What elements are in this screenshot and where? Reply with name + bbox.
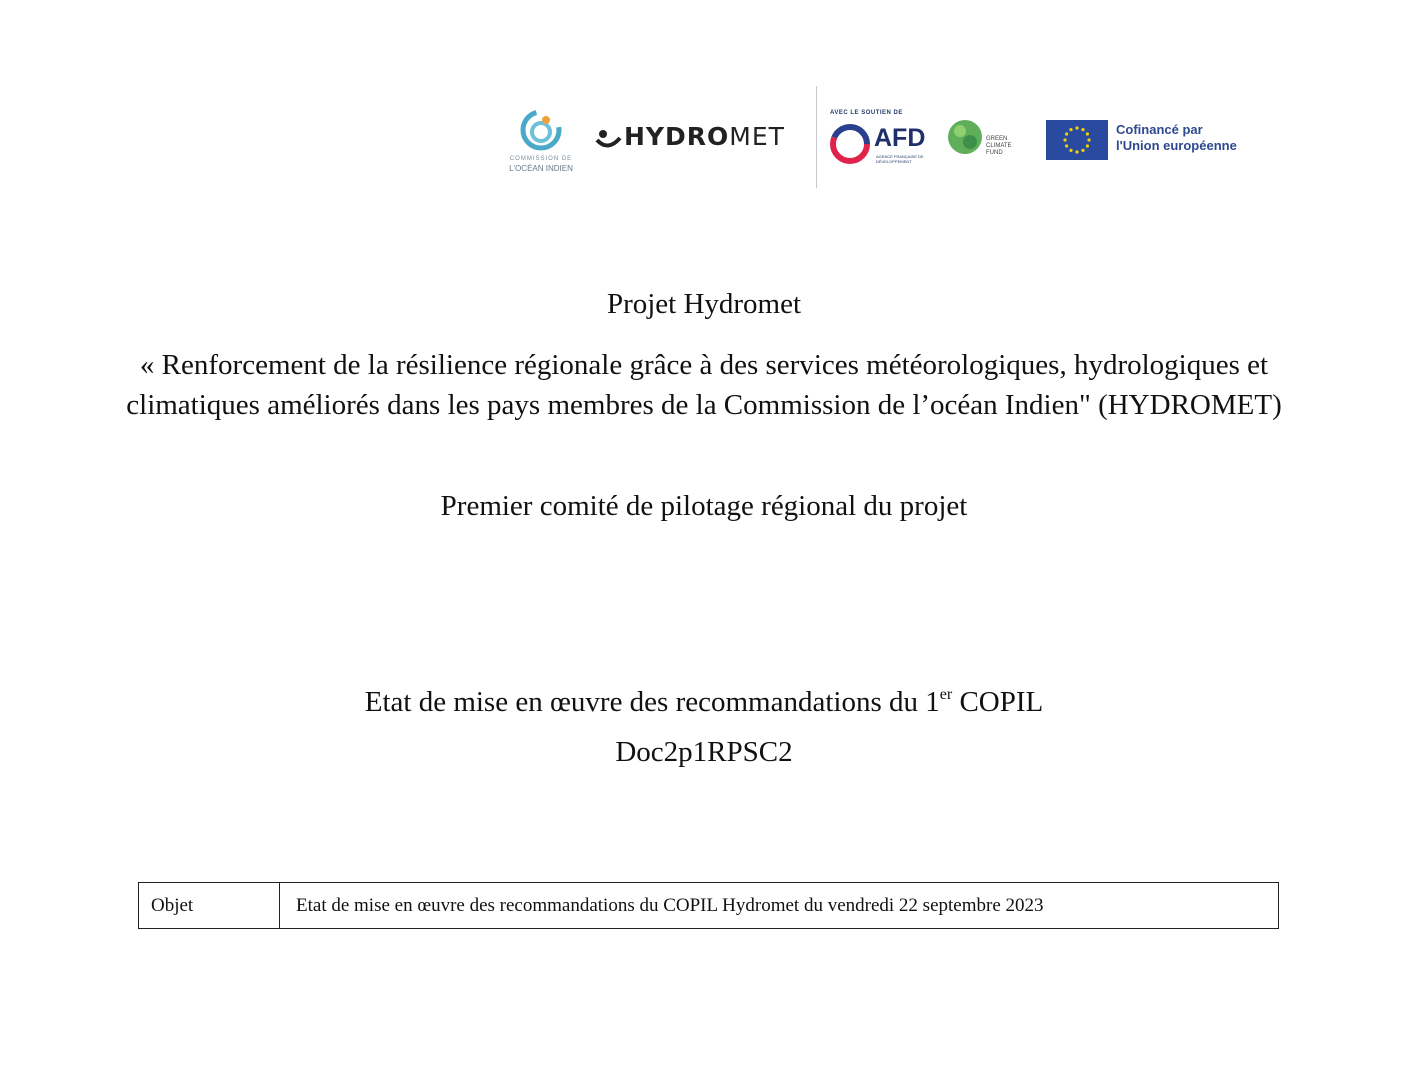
eu-line2: l'Union européenne <box>1116 138 1237 153</box>
logo-separator <box>816 86 817 188</box>
object-value: Etat de mise en œuvre des recommandations du COPIL Hydromet du vendredi 22 septembre 2023 <box>280 883 1279 929</box>
project-full-title: « Renforcement de la résilience régionale grâce à des services météorologiques, hydrologiques et climatiques améliorés dans les pays membres de la Commission de l’océan Indien" (HYDROMET) <box>126 349 1282 421</box>
object-table <box>138 882 1279 929</box>
coi-logo <box>500 106 582 176</box>
coi-line1: COMMISSION DE <box>509 156 573 162</box>
hydromet-regular: MET <box>729 122 785 151</box>
hydromet-bold: HYDRO <box>624 122 730 151</box>
table-row <box>139 883 1279 929</box>
gcf-line2: CLIMATE <box>986 143 1012 149</box>
meeting-title: Premier comité de pilotage régional du projet <box>440 490 968 522</box>
green-globe-icon <box>946 118 984 156</box>
subject-suffix: COPIL <box>952 686 1044 718</box>
hydromet-logo <box>594 122 804 156</box>
afd-soutien: AVEC LE SOUTIEN DE <box>830 110 903 116</box>
afd-subtitle: AGENCE FRANÇAISE DE DÉVELOPPEMENT <box>876 154 924 164</box>
afd-name: AFD <box>874 124 926 152</box>
gcf-line1: GREEN <box>986 136 1008 142</box>
gcf-line3: FUND <box>986 150 1003 156</box>
afd-logo <box>828 110 938 170</box>
eu-text <box>1116 122 1237 154</box>
hydromet-mark-icon <box>594 124 622 152</box>
object-label: Objet <box>139 883 280 929</box>
eu-flag-icon <box>1046 120 1108 160</box>
eu-logo <box>1046 120 1256 162</box>
afd-ring-icon <box>828 122 874 168</box>
logo-bar <box>0 86 1408 190</box>
subject-prefix: Etat de mise en œuvre des recommandations du 1 <box>364 686 940 718</box>
coi-emblem-icon <box>500 106 582 154</box>
subject-superscript: er <box>939 686 953 703</box>
gcf-text <box>986 136 1012 157</box>
subject-title <box>0 682 1408 722</box>
doc-code: Doc2p1RPSC2 <box>615 736 793 768</box>
coi-line2: L'OCÉAN INDIEN <box>509 164 573 173</box>
gcf-logo <box>946 118 1026 168</box>
hydromet-wordmark <box>624 122 785 151</box>
project-name: Projet Hydromet <box>606 288 802 320</box>
eu-line1: Cofinancé par <box>1116 122 1203 137</box>
